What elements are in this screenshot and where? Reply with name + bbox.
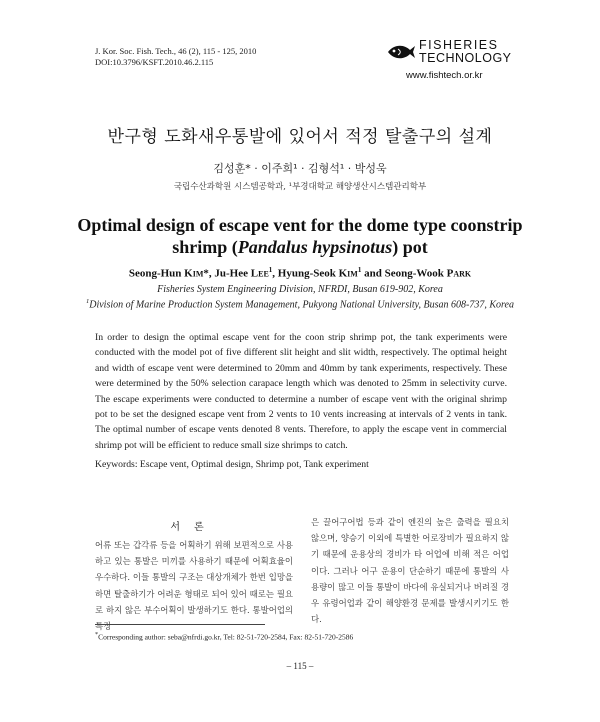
intro-text-right: 은 끌어구어법 등과 같이 엔진의 높은 출력을 필요치 않으며, 양승기 이외에 특별한 어로장비가 필요하지 않기 때문에 운용상의 경비가 타 어업에 비해 적은 어업이다. 그러나 어구 운용이 단순하기 때문에 통발의 사용량이 많고 이들 통발이 바다에 유실되거나 버려질 경우 유령어업과 같이 해양환경 문제를 발생시키기도 한다. [311,517,509,625]
affiliation-2-text: Division of Marine Production System Management, Pukyong National University, Busan 608-737, Korea [89,299,514,311]
english-affiliation-2 [0,298,600,310]
korean-title: 반구형 도화새우통발에 있어서 적정 탈출구의 설계 [107,127,493,147]
journal-url[interactable]: www.fishtech.or.kr [406,70,483,81]
keywords: Keywords: Escape vent, Optimal design, Shrimp pot, Tank experiment [95,459,369,470]
journal-header [95,46,256,68]
author-2-given: Ju-Hee [214,267,251,280]
author-4-family: Park [446,267,472,280]
english-title [60,214,540,258]
english-title-part2: ) pot [392,237,428,257]
logo-word-technology: TECHNOLOGY [419,51,512,65]
species-name: Pandalus hypsinotus [237,237,393,257]
author-sep: , [272,267,278,280]
doi: DOI:10.3796/KSFT.2010.46.2.115 [95,57,214,67]
author-1-family: Kim [184,267,204,280]
footnote-text: Corresponding author: seba@nfrdi.go.kr, Tel: 82-51-720-2584, Fax: 82-51-720-2586 [98,632,354,642]
section-heading-intro: 서론 [170,522,218,533]
corresponding-author-footnote [95,631,353,642]
author-1-mark: * [203,267,209,280]
journal-logo [386,38,512,88]
affiliation-2-mark: 1 [85,298,90,305]
author-3-mark: 1 [357,266,362,274]
footnote-divider [95,624,265,625]
fish-logo-icon [386,38,416,66]
page-number: – 115 – [286,661,314,671]
english-affiliation-1: Fisheries System Engineering Division, NFRDI, Busan 619-902, Korea [157,284,443,295]
footnote-mark: * [95,631,99,638]
author-2-mark: 1 [268,266,273,274]
english-authors [0,266,600,280]
author-sep: and [361,267,385,280]
intro-column-left [95,518,293,634]
author-4-given: Seong-Wook [384,267,447,280]
journal-citation: J. Kor. Soc. Fish. Tech., 46 (2), 115 - 125, 2010 [95,46,257,56]
author-2-family: Lee [250,267,269,280]
author-1-given: Seong-Hun [128,267,185,280]
author-3-given: Hyung-Seok [277,267,339,280]
abstract: In order to design the optimal escape vent for the coon strip shrimp pot, the tank experiments were conducted with the model pot of five different slit height and slit width, respectively. The optimal height and width of escape vent were determined to 20mm and 40mm by tank experiments, respectively. These were determined by the 50% selection carapace length which was denoted to 25mm in selectivity curve. The escape experiments were conducted to determine a number of escape vent with the original shrimp pot to be set the designed escape vent from 2 vents to 10 vents increasing at intervals of 2 vents in tank. The optimal number of escape vents denoted 8 vents. Therefore, to apply the escape vent in commercial shrimp pot will be efficient to reduce small size shrimps to catch. [95,332,507,451]
author-3-family: Kim [338,267,358,280]
korean-affiliation: 국립수산과학원 시스템공학과, ¹부경대학교 해양생산시스템관리학부 [173,182,427,192]
intro-column-right [311,514,509,627]
author-sep: , [208,267,215,280]
korean-authors: 김성훈* · 이주희¹ · 김형석¹ · 박성욱 [213,162,387,175]
english-title-part1: Optimal design of escape vent for the dome type coonstrip shrimp ( [77,215,523,257]
intro-text-left: 어류 또는 갑각류 등을 어획하기 위해 보편적으로 사용하고 있는 통발은 미끼를 사용하기 때문에 어획효율이 우수하다. 이들 통발의 구조는 대상개체가 한번 입망을 하면 탈출하기가 어려운 형태로 되어 있어 때로는 필요로 하지 않은 부수어획이 발생하기도 한다. 통발어업의 특징 [95,540,293,632]
logo-word-fisheries: FISHERIES [419,38,499,52]
